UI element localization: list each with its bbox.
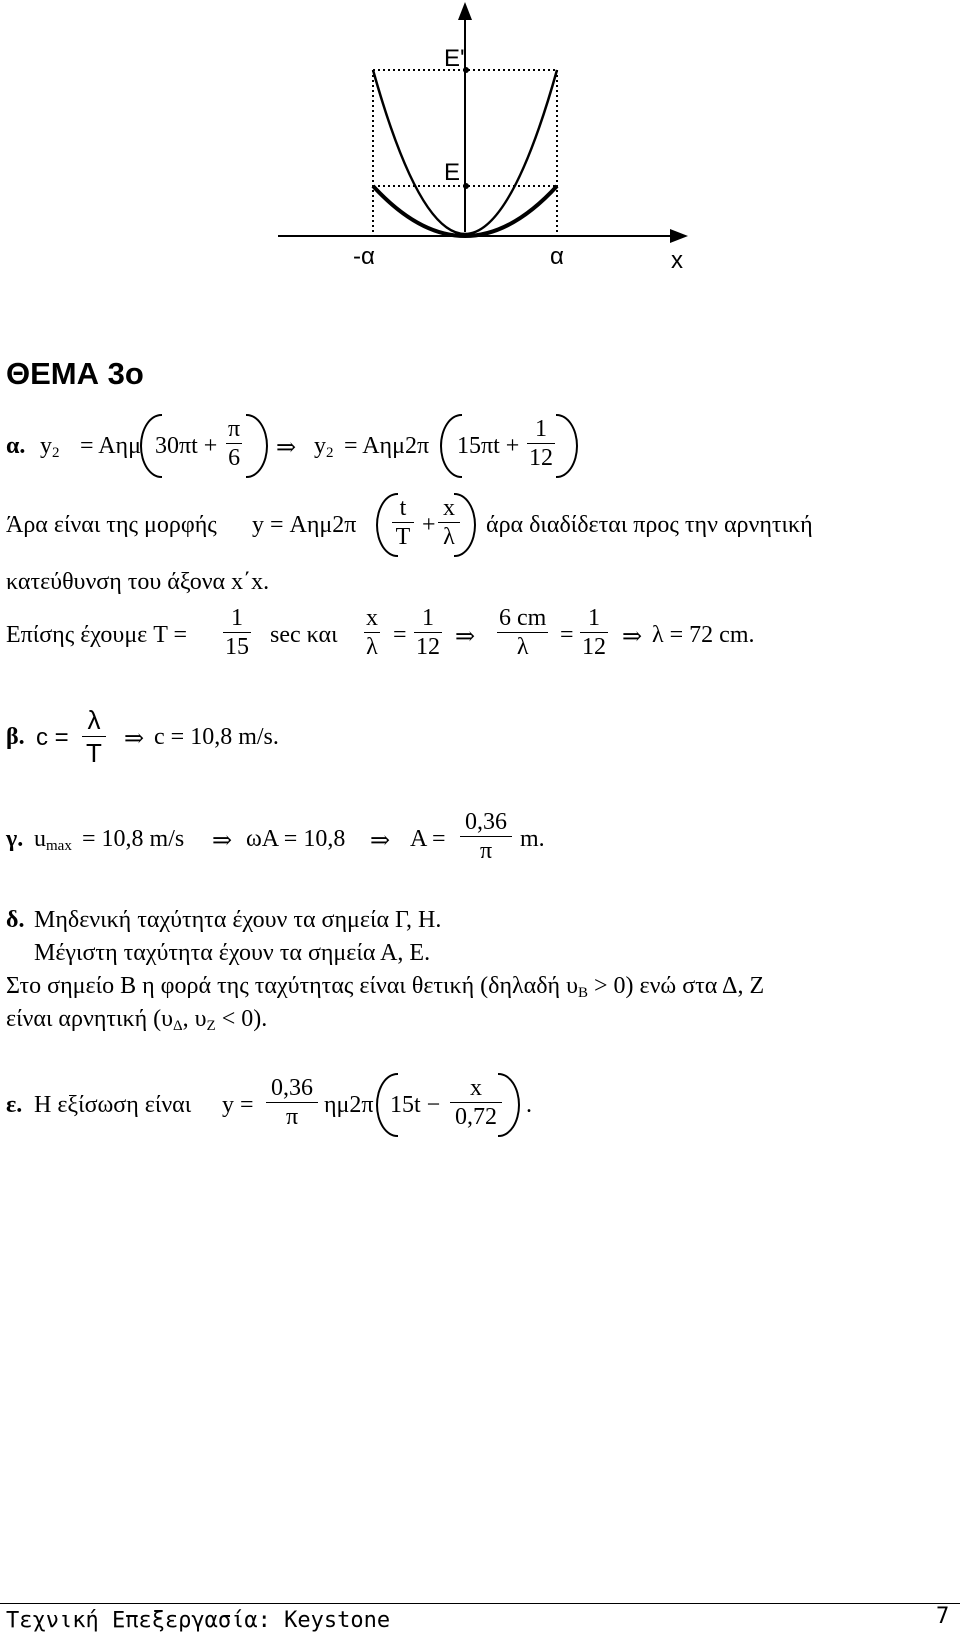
- part-b-fraction: λ T: [82, 704, 106, 769]
- part-c-u-max: $u_{max}$: [34, 826, 72, 854]
- x-axis-arrow: [670, 229, 688, 243]
- line2-plus: +: [422, 512, 436, 538]
- line4-one-twelve-fraction: 1 12: [416, 605, 440, 660]
- part-e-right-paren: [498, 1073, 520, 1137]
- part-c-text: = 10,8 m/s: [82, 826, 185, 852]
- implies-arrow-2: ⇒: [455, 624, 476, 650]
- line4-text: Επίσης έχουμε T =: [6, 622, 188, 648]
- point-E: [463, 183, 469, 189]
- line4-one-twelve-fraction-2: 1 12: [582, 605, 606, 660]
- y-axis-arrow: [458, 2, 472, 20]
- eq1-right-paren: [246, 414, 268, 478]
- eq2-lhs: $y_2$: [314, 433, 334, 461]
- part-d-line-3: Στο σημείο Β η φορά της ταχύτητας είναι θετική (δηλαδή $\upsilon_B > 0$) ενώ στα Δ, Ζ: [6, 973, 765, 1001]
- line4-result: λ = 72 cm.: [652, 622, 755, 648]
- line2-fraction-t-T: t T: [392, 494, 414, 551]
- label-E: Ε: [444, 159, 461, 186]
- line4-equals-1: =: [393, 622, 407, 648]
- line2-right-paren: [454, 493, 476, 557]
- part-d-line-4: είναι αρνητική ($\upsilon_\Delta$, $\upsilon_Z < 0$).: [6, 1006, 268, 1034]
- eq2-right-paren: [556, 414, 578, 478]
- line2-fraction-x-lambda: x λ: [438, 494, 460, 551]
- part-d-marker: δ.: [6, 907, 25, 933]
- part-b-c-eq: c =: [36, 724, 69, 751]
- part-e-mid: ημ2π: [324, 1092, 374, 1118]
- eq2-mid: = Αημ2π: [344, 433, 430, 459]
- part-e-end: .: [526, 1092, 532, 1118]
- part-d-line-1: Μηδενική ταχύτητα έχουν τα σημεία Γ, Η.: [34, 907, 442, 933]
- line4-equals-2: =: [560, 622, 574, 648]
- part-c-marker: γ.: [6, 826, 24, 852]
- footer-left: Τεχνική Επεξεργασία: Keystone: [6, 1608, 391, 1633]
- implies-arrow-6: ⇒: [370, 828, 391, 854]
- part-a-marker: α.: [6, 433, 26, 459]
- line4-x-lambda-fraction: x λ: [366, 605, 378, 660]
- part-c-A-eq: Α =: [410, 826, 446, 852]
- part-e-marker: ε.: [6, 1092, 23, 1118]
- part-e-fraction-amp: 0,36 π: [266, 1074, 318, 1131]
- part-b-result: c = 10,8 m/s.: [154, 724, 279, 750]
- part-b-marker: β.: [6, 724, 25, 750]
- part-c-omega: ωΑ = 10,8: [246, 826, 346, 852]
- part-e-fraction-x: x 0,72: [450, 1074, 502, 1131]
- line2-eq: y = Αημ2π: [252, 512, 357, 538]
- implies-arrow-5: ⇒: [212, 828, 233, 854]
- line2-tail: άρα διαδίδεται προς την αρνητική: [486, 512, 813, 538]
- implies-arrow-3: ⇒: [622, 624, 643, 650]
- part-c-fraction: 0,36 π: [460, 808, 512, 865]
- part-e-y-eq: y =: [222, 1092, 254, 1118]
- eq1-arg: 30πt +: [155, 433, 218, 459]
- line4-sec: sec και: [270, 622, 338, 648]
- implies-arrow-4: ⇒: [124, 726, 145, 752]
- section-heading: ΘΕΜΑ 3ο: [6, 356, 144, 391]
- eq2-fraction: 1 12: [529, 416, 553, 471]
- implies-arrow-1: ⇒: [276, 435, 297, 461]
- eq1-lhs: $y_2$: [40, 433, 60, 461]
- footer-rule: [0, 1603, 960, 1604]
- eq2-arg: 15πt +: [457, 433, 520, 459]
- part-a-line-3: κατεύθυνση του άξονα x΄x.: [6, 569, 270, 595]
- part-c-unit: m.: [520, 826, 545, 852]
- part-e-arg: 15t −: [390, 1092, 441, 1118]
- line4-T-fraction: 1 15: [225, 605, 249, 660]
- label-a: α: [550, 243, 564, 270]
- energy-diagram: [0, 0, 960, 270]
- line4-6cm-lambda-fraction: 6 cm λ: [499, 605, 547, 660]
- eq1-fraction: π 6: [228, 416, 241, 471]
- line2-text: Άρα είναι της μορφής: [6, 512, 217, 538]
- label-x: x: [671, 247, 683, 270]
- label-E-prime: Ε': [444, 45, 465, 72]
- part-d-line-2: Μέγιστη ταχύτητα έχουν τα σημεία Α, Ε.: [34, 940, 431, 966]
- label-minus-a: -α: [353, 243, 375, 270]
- part-e-text: Η εξίσωση είναι: [34, 1092, 192, 1118]
- eq1-mid: = Αημ: [80, 433, 141, 459]
- footer-page-number: 7: [936, 1604, 950, 1629]
